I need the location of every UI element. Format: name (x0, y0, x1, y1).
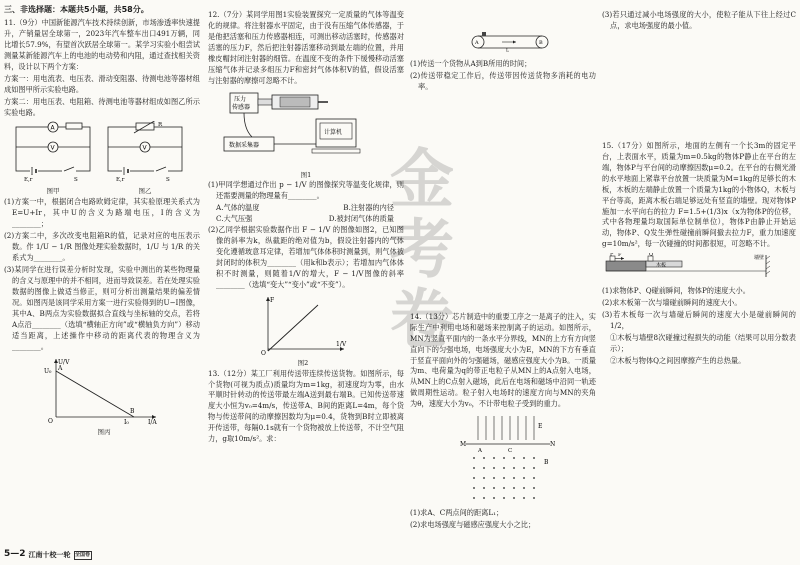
q11-part1: (1)方案一中，根据闭合电路欧姆定律，其实验原理关系式为E=U+Ir，其中U的含义为路端电压，I的含义为________； (4, 197, 200, 229)
q14-title: 14.（13分）芯片制造中的重要工序之一是离子的注入，实际生产中利用电场和磁场来控制离子的运动。如图所示，MN为竖直平面内的一条水平分界线，MN的上方有方向竖直向下的匀强电场，电场强度大小为E，MN的下方有垂直于竖直平面向外的匀强磁场，磁感应强度大小为B。一质量为m、电荷量为q的带正电粒子从MN上的A点射入电场，从MN上的C点射入磁场，此后在电场和磁场中沿同一轨迹做周期性运动。粒子射入电场时的速度方向与MN的夹角为θ，速度大小为v₀，不计带电粒子受到的重力。 (410, 311, 596, 409)
watermark: 金考卷 (379, 145, 454, 355)
svg-text:O: O (48, 417, 53, 425)
fig-b-caption: 图乙 (138, 186, 152, 195)
fig-c-caption: 图丙 (97, 428, 111, 437)
page-number: 5—2 (4, 549, 26, 560)
q11-plan2: 方案二：用电压表、电阻箱、待测电池等器材组成如图乙所示实验电路。 (4, 96, 200, 117)
svg-text:S: S (166, 176, 170, 183)
svg-text:U₀: U₀ (44, 367, 52, 375)
q14-part2: (2)求电场强度与磁感应强度大小之比； (410, 520, 536, 530)
fig2-caption: 图2 (297, 358, 309, 367)
q12-option-b: B.注射器的内径 (343, 203, 394, 213)
footer-title: 江南十校一轮 (28, 550, 71, 559)
svg-text:木板: 木板 (656, 262, 667, 269)
svg-text:V: V (142, 144, 147, 152)
q15-part3: (3)若木板每一次与墙碰后瞬间的速度大小是碰前瞬间的 1/2， (602, 310, 796, 330)
q12-part1: (1)甲同学想通过作出 p − 1/V 的图像探究等温变化规律，则还需要测量的物理量有________。 (208, 180, 404, 201)
q11-part2: (2)方案二中，多次改变电阻箱R的值，记录对应的电压表示数。作 1/U − 1/R 图像处理实验数据时，1/U 与 1/R 的关系式为________。 (4, 231, 200, 263)
svg-text:I₀: I₀ (124, 418, 129, 425)
svg-text:I/A: I/A (148, 418, 157, 425)
fig-c (44, 355, 200, 439)
column-2 (208, 10, 404, 446)
circuit-a-diagram (10, 121, 96, 183)
svg-text:L: L (506, 48, 509, 52)
q11-plan1: 方案一：用电流表、电压表、滑动变阻器、待测电池等器材组成如图甲所示实验电路。 (4, 73, 200, 94)
q12-options-row2 (208, 214, 404, 225)
footer-logo: 全国卷 (75, 551, 91, 558)
svg-text:1/V: 1/V (336, 340, 347, 348)
circuit-b-diagram (102, 121, 188, 183)
q12-options-row1 (208, 203, 404, 214)
svg-text:Q: Q (649, 253, 654, 258)
q15-part2: (2)求木板第一次与墙碰前瞬间的速度大小。 (602, 298, 742, 308)
label-wall: 墙壁 (754, 255, 765, 262)
svg-text:V: V (50, 144, 55, 152)
svg-text:N: N (550, 441, 556, 449)
svg-text:S: S (74, 176, 78, 183)
spacer-4 (602, 33, 796, 141)
q14-field-diagram (460, 414, 556, 502)
magnetic-dots (473, 457, 535, 499)
svg-text:数据采集器: 数据采集器 (229, 141, 260, 149)
svg-text:O: O (261, 349, 266, 355)
ui-graph (44, 355, 164, 425)
q12-option-c: C.大气压强 (216, 214, 253, 224)
q15-title: 15.（17分）如图所示，地面的左侧有一个长3m的固定平台，上表面水平，质量为m=0.5kg的物体P静止在平台的左端，物体P与平台间的动摩擦因数μ=0.2。在平台的右侧光滑的水平地面上紧靠平台放置一块质量为M=1kg的足够长的木板，木板的左端静止放置一个质量为1kg的小物体Q，木板与平台等高，距离木板右端足够远处有竖直的墙壁。现对物体P施加一水平向右的拉力 F=1.5+(1/3)x（x为物体P的位移，式中各物理量均取国际单位制单位），物体P由静止开始运动，物体P、Q发生弹性碰撞前瞬间撤去拉力F，重力加速度g=10m/s²，每一次碰撞的时间都很短，可忽略不计。 (602, 140, 796, 249)
fig1 (216, 89, 404, 181)
svg-text:F: F (618, 253, 622, 259)
q12-option-d: D.被封闭气体的质量 (328, 214, 394, 224)
column-4 (602, 10, 796, 368)
svg-text:A: A (58, 364, 63, 372)
q12-part2: (2)乙同学根据实验数据作出 F − 1/V 的图像如图2，已知图像的斜率为k，纵截距的绝对值为b，假设注射器内的气体变化遵循玻意耳定律，若增加气体体积时测量到，则气体被封闭时的体积为________（用k和b表示）；若增加内气体体积不时测量，则随着1/V的增大，F − 1/V图像的斜率________（选填“变大”“变小”或“不变”）。 (208, 225, 404, 289)
footer (4, 548, 92, 562)
q15-figure (604, 253, 796, 283)
svg-text:A: A (475, 40, 479, 46)
q11-title: 11.（9分）中国新能源汽车技术持续创新，市场渗透率快速提升，产销量居全球第一，2023年汽车整车出口491万辆，同比增长57.9%，有望首次跃居全球第一。某学习实验小组尝试测量某新能源汽车上的电池的电动势和内阻，通过查找相关资料，设计以下两个方案： (4, 18, 200, 71)
q15-part3a: ①木板与墙壁8次碰撞过程损失的动能（结果可以用分数表示）； (610, 332, 796, 353)
fig-a-caption: 图甲 (46, 186, 60, 195)
column-1 (4, 4, 200, 438)
conveyor-diagram (470, 32, 550, 52)
q14-figure (460, 414, 596, 506)
svg-text:E,r: E,r (24, 176, 33, 183)
fig2 (258, 293, 404, 369)
svg-text:计算机: 计算机 (324, 128, 343, 136)
svg-text:E,r: E,r (116, 176, 125, 183)
section-header: 三、非选择题：本题共5小题，共58分。 (4, 5, 149, 14)
q13-part1: (1)传送一个货物从A到B所用的时间； (410, 58, 532, 68)
svg-text:B: B (539, 40, 543, 46)
svg-text:A: A (478, 448, 482, 455)
label-m: M (460, 441, 467, 449)
q12-title: 12.（7分）某同学用图1实验装置探究一定质量的气体等温变化的规律。将注射器水平固定，由于没有压缩气体传感器，于是他把活塞和压力传感器相连，可测出移动活塞时，传感器对活塞的压力F，然后把注射器活塞移动到最左端的位置，并用橡皮帽封闭注射器的细管。在温度不变的条件下缓慢移动活塞压缩气体并记录多组压力F和密封气体体积V的值，假设活塞与注射器的摩擦可忽略不计。 (208, 10, 404, 85)
svg-text:R: R (158, 121, 163, 128)
svg-text:传感器: 传感器 (232, 103, 251, 111)
svg-text:F: F (270, 296, 275, 304)
q12-option-a: A.气体的温度 (216, 203, 260, 213)
svg-text:A: A (50, 124, 55, 132)
svg-text:P: P (610, 253, 614, 258)
q13-title: 13.（12分）某工厂利用传送带连续传送货物。如图所示，每个货物(可视为质点)质量均为m=1kg，初速度均为零，由水平顺时针转动的传送带最左端A送到最右端B。已知传送带速度大小恒为v₀=4m/s，传送带A、B间的距离L=4m，每个货物与传送带间的动摩擦因数均为μ=0.4，货物到B时立即被离开传送带，每隔0.1s就有一个货物被放上传送带，不计空气阻力，g取10m/s²。求： (208, 368, 404, 444)
q15-part1: (1)求物体P、Q碰前瞬间，物体P的速度大小。 (602, 286, 750, 296)
q14-part3: (3)若只通过减小电场强度的大小，使粒子能从下往上经过C点，求电场强度的最小值。 (602, 10, 796, 30)
svg-text:B: B (544, 459, 549, 467)
q11-circuit-figures (10, 121, 200, 197)
svg-text:B: B (130, 407, 135, 415)
circuit-b (102, 121, 188, 197)
circuit-a (10, 121, 96, 197)
q13-part2: (2)传送带稳定工作后，传送带因传送货物多消耗的电功率。 (410, 70, 596, 91)
svg-text:E: E (538, 423, 543, 431)
fig1-caption: 图1 (300, 170, 312, 179)
q11-part3: (3)某同学在进行误差分析时发现，实验中测出的某些物理量的含义与原理中的并不相同，进而导致误差。若在处理实验数据的图像上做适当修正，则可分析出测量结果的偏差情况。如图丙是该同学采用方案一进行实验得到的U−I图像，其中A、B两点为实验数据拟合直线与坐标轴的交点，若将A点沿________（选填“横轴正方向”或“横轴负方向”）移动适当距离，上述操作中移动的距离代表的物理含义为________。 (4, 265, 200, 351)
q14-part1: (1)求A、C两点间的距离L₁； (410, 508, 504, 518)
q15-platform-diagram (604, 253, 780, 279)
svg-text:U/V: U/V (58, 358, 70, 366)
fig1-label-sensor: 压力 (234, 95, 247, 103)
fig2-graph (258, 293, 348, 355)
svg-text:C: C (508, 448, 513, 455)
conveyor-figure (470, 32, 596, 56)
spacer (410, 94, 596, 312)
fig1-apparatus (216, 89, 396, 167)
q15-part3b: ②木板与物体Q之间因摩擦产生的总热量。 (610, 355, 746, 365)
column-3 (410, 10, 596, 532)
